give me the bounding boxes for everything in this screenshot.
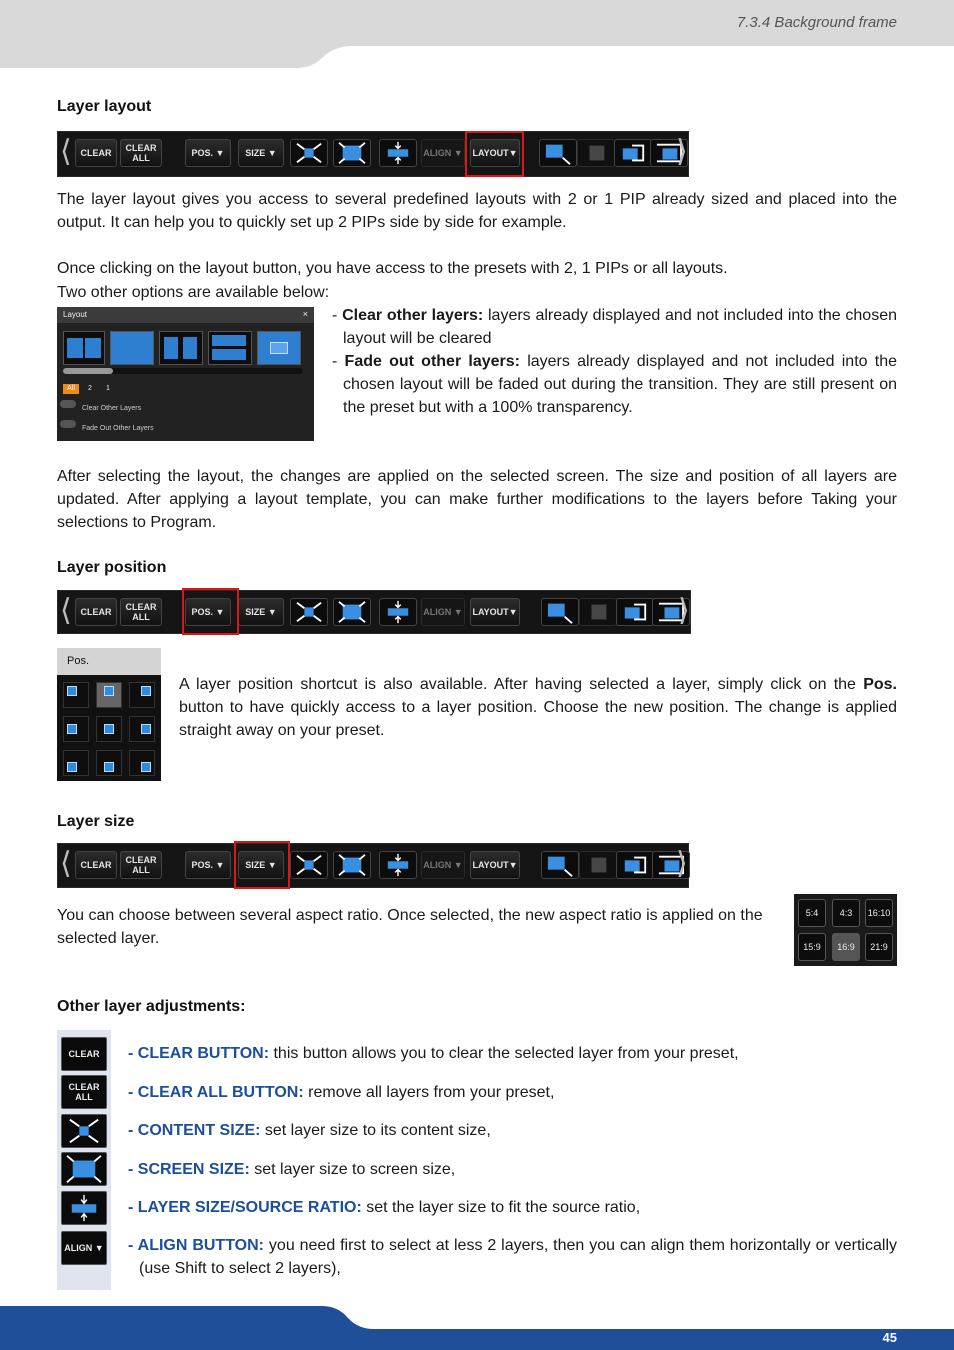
ratio-5-4[interactable]: 5:4 bbox=[798, 899, 826, 927]
layer-lock-icon[interactable] bbox=[579, 851, 617, 879]
ratio-16-9[interactable]: 16:9 bbox=[832, 933, 860, 961]
adj-item-content-size: - CONTENT SIZE: set layer size to its content size, bbox=[128, 1122, 491, 1139]
layer-move-icon[interactable] bbox=[541, 598, 579, 626]
adj-item-align: - ALIGN BUTTON: you need first to select at less 2 layers, then you can align them horizontally or vertically (use Shift to select 2 layers), bbox=[128, 1237, 897, 1277]
layout-button[interactable]: LAYOUT ▼ bbox=[470, 598, 520, 626]
ratio-15-9[interactable]: 15:9 bbox=[798, 933, 826, 961]
pos-button[interactable]: POS. ▼ bbox=[185, 139, 231, 167]
pos-bottom-left[interactable] bbox=[63, 750, 89, 776]
pos-middle-right[interactable] bbox=[129, 716, 155, 742]
scrollbar[interactable] bbox=[63, 368, 303, 374]
option-clear-other: - Clear other layers: layers already displayed and not included into the chosen layout will be cleared bbox=[332, 307, 897, 347]
pos-middle-left[interactable] bbox=[63, 716, 89, 742]
layer-lock-icon[interactable] bbox=[577, 139, 615, 167]
highlight-pos bbox=[182, 588, 239, 635]
layout-thumb-1[interactable] bbox=[63, 331, 105, 365]
layer-move-icon[interactable] bbox=[541, 851, 579, 879]
layer-lock-icon[interactable] bbox=[579, 598, 617, 626]
adj-item-screen-size: - SCREEN SIZE: set layer size to screen size, bbox=[128, 1161, 456, 1178]
ratio-16-10[interactable]: 16:10 bbox=[865, 899, 893, 927]
clear-other-toggle[interactable] bbox=[60, 400, 76, 408]
layer-move-icon[interactable] bbox=[539, 139, 577, 167]
pos-top-right[interactable] bbox=[129, 682, 155, 708]
adj-item-source-ratio: - LAYER SIZE/SOURCE RATIO: set the layer size to fit the source ratio, bbox=[128, 1199, 641, 1216]
align-button-icon[interactable]: ALIGN ▼ bbox=[61, 1231, 107, 1265]
layout-thumb-2[interactable] bbox=[110, 331, 154, 365]
pos-top-left[interactable] bbox=[63, 682, 89, 708]
layout-thumb-3[interactable] bbox=[159, 331, 203, 365]
screen-size-icon[interactable] bbox=[333, 139, 371, 167]
layout-paragraph-2b: Two other options are available below: bbox=[57, 284, 330, 301]
clear-button-icon[interactable]: CLEAR bbox=[61, 1037, 107, 1071]
pos-bottom-right[interactable] bbox=[129, 750, 155, 776]
pos-button[interactable]: POS. ▼ bbox=[185, 598, 231, 626]
toolbar-right-arrow-icon[interactable]: ⟩ bbox=[678, 594, 690, 627]
highlight-size bbox=[234, 841, 290, 889]
source-ratio-icon[interactable] bbox=[61, 1191, 107, 1225]
content-size-icon[interactable] bbox=[290, 851, 328, 879]
ratio-4-3[interactable]: 4:3 bbox=[832, 899, 860, 927]
layout-thumb-4[interactable] bbox=[208, 331, 252, 365]
layer-size-heading: Layer size bbox=[57, 813, 135, 830]
pos-panel bbox=[57, 648, 161, 781]
pos-top-center[interactable] bbox=[96, 682, 122, 708]
footer-band bbox=[0, 1306, 954, 1350]
clear-all-button-icon[interactable]: CLEAR ALL bbox=[61, 1075, 107, 1109]
source-ratio-icon[interactable] bbox=[379, 139, 417, 167]
toolbar-size bbox=[57, 843, 689, 888]
ratio-21-9[interactable]: 21:9 bbox=[865, 933, 893, 961]
ratio-panel bbox=[794, 894, 897, 966]
content-size-icon[interactable] bbox=[290, 139, 328, 167]
size-button[interactable]: SIZE ▼ bbox=[238, 851, 284, 879]
layer-transparency-icon[interactable] bbox=[614, 139, 652, 167]
size-button[interactable]: SIZE ▼ bbox=[238, 139, 284, 167]
tab-1[interactable]: 1 bbox=[106, 385, 110, 392]
highlight-layout bbox=[465, 131, 524, 177]
clear-all-button[interactable]: CLEAR ALL bbox=[120, 851, 162, 879]
toolbar-layout bbox=[57, 131, 689, 177]
source-ratio-icon[interactable] bbox=[379, 851, 417, 879]
align-button[interactable]: ALIGN ▼ bbox=[421, 851, 465, 879]
adjustment-icons-column bbox=[57, 1030, 111, 1290]
screen-size-icon[interactable] bbox=[333, 598, 371, 626]
page-number: 45 bbox=[882, 1330, 897, 1345]
layout-panel-title: Layout bbox=[63, 310, 88, 319]
adj-item-clear: - CLEAR BUTTON: this button allows you to clear the selected layer from your preset, bbox=[128, 1045, 739, 1062]
toolbar-left-arrow-icon[interactable]: ⟨ bbox=[60, 594, 72, 627]
layout-paragraph-1: The layer layout gives you access to several predefined layouts with 2 or 1 PIP already sized and placed into the output. It can help you to quickly set up 2 PIPs side by side for example. bbox=[57, 191, 897, 231]
screen-size-icon[interactable] bbox=[61, 1152, 107, 1186]
section-header: 7.3.4 Background frame bbox=[736, 14, 897, 31]
align-button[interactable]: ALIGN ▼ bbox=[421, 598, 465, 626]
tab-2[interactable]: 2 bbox=[88, 385, 92, 392]
layout-paragraph-3: After selecting the layout, the changes are applied on the selected screen. The size and position of all layers are updated. After applying a layout template, you can make further modifications to the layers before Taking your selections to Program. bbox=[57, 468, 897, 531]
layer-position-heading: Layer position bbox=[57, 559, 167, 576]
layout-paragraph-2a: Once clicking on the layout button, you have access to the presets with 2, 1 PIPs or all layouts. bbox=[57, 260, 728, 277]
screen-size-icon[interactable] bbox=[333, 851, 371, 879]
toolbar-right-arrow-icon[interactable]: ⟩ bbox=[676, 847, 688, 880]
header-band bbox=[0, 0, 954, 68]
toolbar-position bbox=[57, 590, 691, 634]
layer-layout-heading: Layer layout bbox=[57, 98, 152, 115]
source-ratio-icon[interactable] bbox=[379, 598, 417, 626]
pos-panel-title: Pos. bbox=[67, 655, 90, 667]
clear-other-label: Clear Other Layers bbox=[82, 405, 142, 412]
clear-all-button[interactable]: CLEAR ALL bbox=[120, 598, 162, 626]
align-button[interactable]: ALIGN ▼ bbox=[421, 139, 465, 167]
layout-button[interactable]: LAYOUT ▼ bbox=[470, 851, 520, 879]
content-size-icon[interactable] bbox=[61, 1114, 107, 1148]
other-adjustments-heading: Other layer adjustments: bbox=[57, 998, 246, 1015]
toolbar-right-arrow-icon[interactable]: ⟩ bbox=[676, 135, 688, 168]
toolbar-left-arrow-icon[interactable]: ⟨ bbox=[60, 135, 72, 168]
option-fade-out: - Fade out other layers: layers already displayed and not included into the chosen layout will be faded out during the transition. They are still present on the preset but with a 100% transparency. bbox=[332, 353, 897, 416]
size-paragraph: You can choose between several aspect ratio. Once selected, the new aspect ratio is applied on the selected layer. bbox=[57, 907, 763, 947]
layer-transparency-icon[interactable] bbox=[616, 851, 654, 879]
close-icon[interactable]: × bbox=[302, 309, 308, 319]
pos-bottom-center[interactable] bbox=[96, 750, 122, 776]
layout-panel bbox=[57, 307, 314, 441]
clear-all-button[interactable]: CLEAR ALL bbox=[120, 139, 162, 167]
clear-button[interactable]: CLEAR bbox=[75, 598, 117, 626]
size-button[interactable]: SIZE ▼ bbox=[238, 598, 284, 626]
clear-button[interactable]: CLEAR bbox=[75, 851, 117, 879]
fade-out-toggle[interactable] bbox=[60, 420, 76, 428]
layout-button[interactable]: LAYOUT ▼ bbox=[470, 139, 520, 167]
pos-button[interactable]: POS. ▼ bbox=[185, 851, 231, 879]
pos-center[interactable] bbox=[96, 716, 122, 742]
clear-button[interactable]: CLEAR bbox=[75, 139, 117, 167]
layout-thumb-5[interactable] bbox=[257, 331, 301, 365]
tab-all[interactable]: All bbox=[63, 384, 79, 394]
adj-item-clear-all: - CLEAR ALL BUTTON: remove all layers from your preset, bbox=[128, 1084, 555, 1101]
toolbar-left-arrow-icon[interactable]: ⟨ bbox=[60, 847, 72, 880]
content-size-icon[interactable] bbox=[290, 598, 328, 626]
fade-out-label: Fade Out Other Layers bbox=[82, 425, 154, 432]
layer-transparency-icon[interactable] bbox=[616, 598, 654, 626]
position-paragraph: A layer position shortcut is also available. After having selected a layer, simply click on the Pos. button to have quickly access to a layer position. Choose the new position. The change is applied straight away on your preset. bbox=[179, 676, 897, 739]
